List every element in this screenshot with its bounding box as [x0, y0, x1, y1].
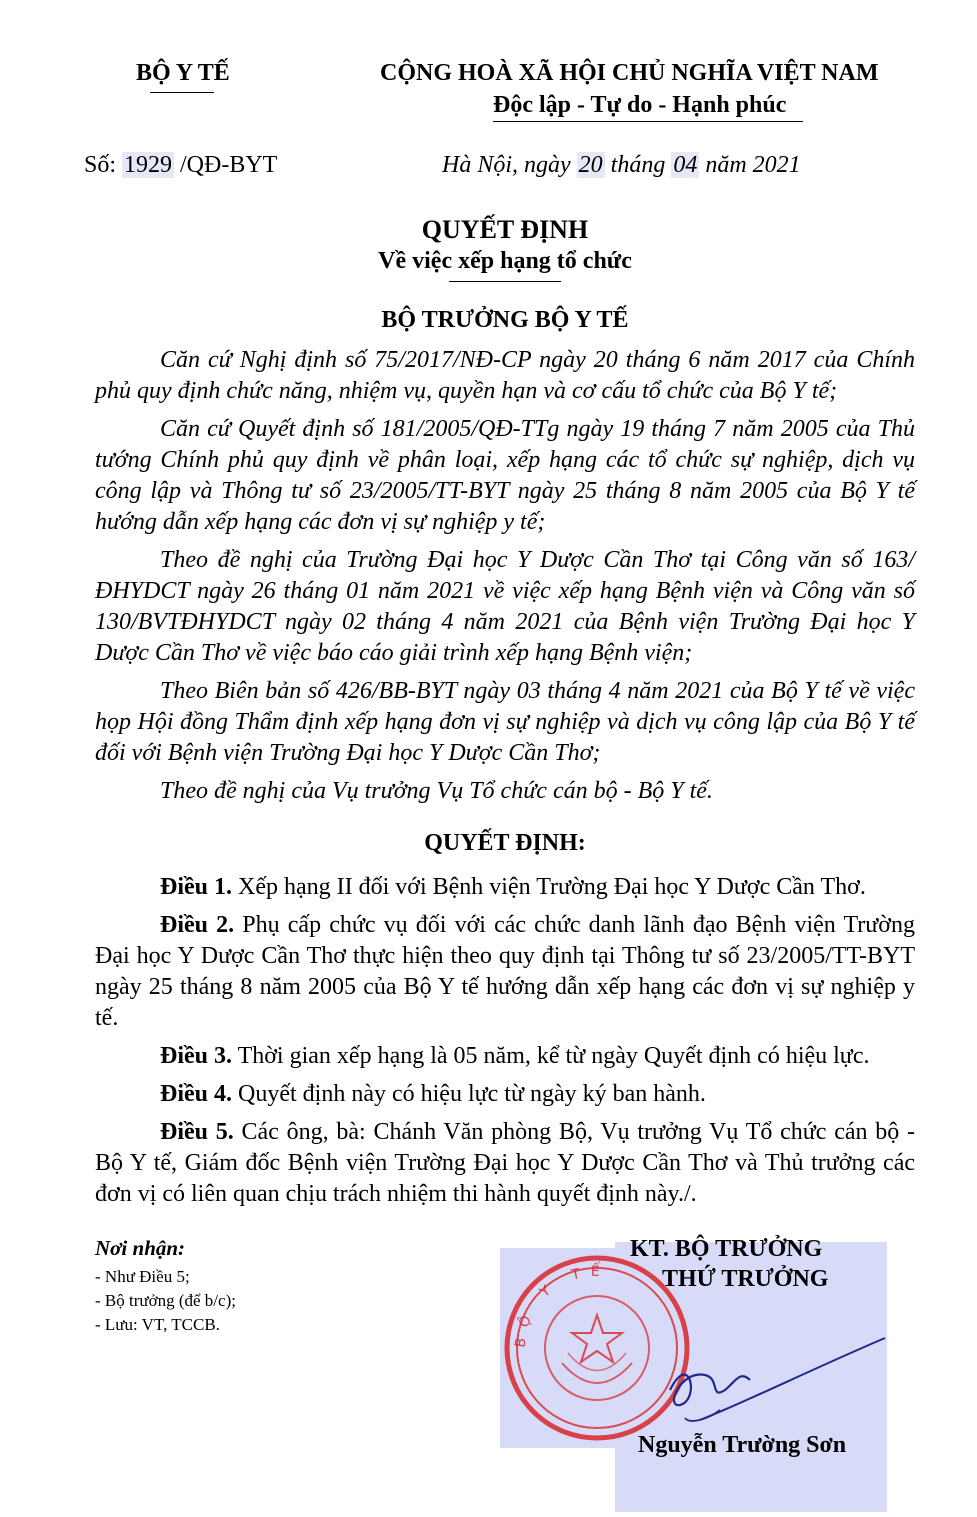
preamble	[95, 345, 915, 814]
article	[95, 872, 915, 903]
number-value: 1929	[124, 152, 173, 178]
number-prefix: Số:	[84, 152, 117, 178]
article	[95, 1117, 915, 1210]
issuing-authority: BỘ TRƯỞNG BỘ Y TẾ	[381, 307, 629, 333]
date-month: 04	[673, 152, 698, 178]
signature-title-line1: KT. BỘ TRƯỞNG	[630, 1236, 823, 1262]
document-subtitle: Về việc xếp hạng tổ chức	[378, 248, 632, 274]
article-label: Điều 4.	[160, 1081, 232, 1107]
articles	[95, 872, 915, 1217]
recipients	[95, 1236, 236, 1337]
recipient-item: - Bộ trưởng (để b/c);	[95, 1291, 236, 1310]
decision-heading: QUYẾT ĐỊNH:	[424, 830, 586, 856]
place-date-prefix: Hà Nội, ngày	[442, 152, 571, 178]
preamble-paragraph: Theo đề nghị của Vụ trưởng Vụ Tổ chức cán bộ - Bộ Y tế.	[160, 778, 713, 804]
article-label: Điều 5.	[160, 1119, 234, 1145]
date-year: năm 2021	[705, 152, 801, 178]
document-number	[84, 152, 277, 179]
number-suffix: /QĐ-BYT	[180, 152, 278, 178]
recipient-item: - Như Điều 5;	[95, 1267, 190, 1286]
article-text: Phụ cấp chức vụ đối với các chức danh lãnh đạo Bệnh viện Trường Đại học Y Dược Cần Thơ thực hiện theo quy định tại Thông tư số 23/2005/TT-BYT ngày 25 tháng 8 năm 2005 của Bộ Y tế hướng dẫn xếp hạng các đơn vị sự nghiệp y tế.	[95, 912, 915, 1031]
signature-title-line2: THỨ TRƯỞNG	[662, 1266, 829, 1292]
preamble-paragraph: Căn cứ Quyết định số 181/2005/QĐ-TTg ngày 19 tháng 7 năm 2005 của Thủ tướng Chính phủ quy định về phân loại, xếp hạng các tổ chức sự nghiệp, dịch vụ công lập và Thông tư số 23/2005/TT-BYT ngày 25 tháng 8 năm 2005 của Bộ Y tế hướng dẫn xếp hạng các đơn vị sự nghiệp y tế;	[95, 416, 915, 535]
issuing-agency: BỘ Y TẾ	[136, 60, 230, 86]
preamble-paragraph: Theo đề nghị của Trường Đại học Y Dược Cần Thơ tại Công văn số 163/ĐHYDCT ngày 26 tháng 01 năm 2021 về việc xếp hạng Bệnh viện và Công văn số 130/BVTĐHYDCT ngày 02 tháng 4 năm 2021 của Bệnh viện Trường Đại học Y Dược Cần Thơ về việc báo cáo giải trình xếp hạng Bệnh viện;	[95, 547, 915, 666]
article-text: Thời gian xếp hạng là 05 năm, kể từ ngày Quyết định có hiệu lực.	[237, 1043, 870, 1069]
article-text: Xếp hạng II đối với Bệnh viện Trường Đại học Y Dược Cần Thơ.	[238, 874, 866, 900]
article-label: Điều 2.	[160, 912, 235, 938]
signer-name: Nguyễn Trường Sơn	[638, 1432, 847, 1458]
preamble-paragraph: Theo Biên bản số 426/BB-BYT ngày 03 tháng 4 năm 2021 của Bộ Y tế về việc họp Hội đồng Thẩm định xếp hạng đơn vị sự nghiệp và dịch vụ công lập của Bộ Y tế đối với Bệnh viện Trường Đại học Y Dược Cần Thơ;	[95, 678, 915, 766]
article-text: Các ông, bà: Chánh Văn phòng Bộ, Vụ trưởng Vụ Tổ chức cán bộ - Bộ Y tế, Giám đốc Bệnh viện Trường Đại học Y Dược Cần Thơ và Thủ trưởng các đơn vị có liên quan chịu trách nhiệm thi hành quyết định này./.	[95, 1119, 916, 1207]
agency-underline	[150, 92, 214, 93]
handwritten-signature-icon	[660, 1330, 890, 1430]
motto-underline	[493, 121, 803, 122]
article	[95, 1079, 915, 1110]
date-day: 20	[578, 152, 603, 178]
article-label: Điều 1.	[160, 874, 232, 900]
svg-text:BỘ Y TẾ: BỘ Y TẾ	[512, 1263, 611, 1349]
preamble-paragraph: Căn cứ Nghị định số 75/2017/NĐ-CP ngày 20 tháng 6 năm 2017 của Chính phủ quy định chức năng, nhiệm vụ, quyền hạn và cơ cấu tổ chức của Bộ Y tế;	[95, 347, 915, 404]
article	[95, 1041, 915, 1072]
document-title: QUYẾT ĐỊNH	[421, 215, 589, 244]
republic-name: CỘNG HOÀ XÃ HỘI CHỦ NGHĨA VIỆT NAM	[380, 60, 879, 86]
national-motto: Độc lập - Tự do - Hạnh phúc	[493, 92, 787, 118]
article-label: Điều 3.	[160, 1043, 232, 1069]
article	[95, 910, 915, 1034]
recipient-item: - Lưu: VT, TCCB.	[95, 1315, 220, 1334]
article-text: Quyết định này có hiệu lực từ ngày ký ban hành.	[238, 1081, 706, 1107]
recipients-heading: Nơi nhận:	[95, 1236, 186, 1260]
subtitle-underline	[449, 281, 561, 282]
place-date	[442, 152, 801, 179]
date-month-word: tháng	[610, 152, 666, 178]
